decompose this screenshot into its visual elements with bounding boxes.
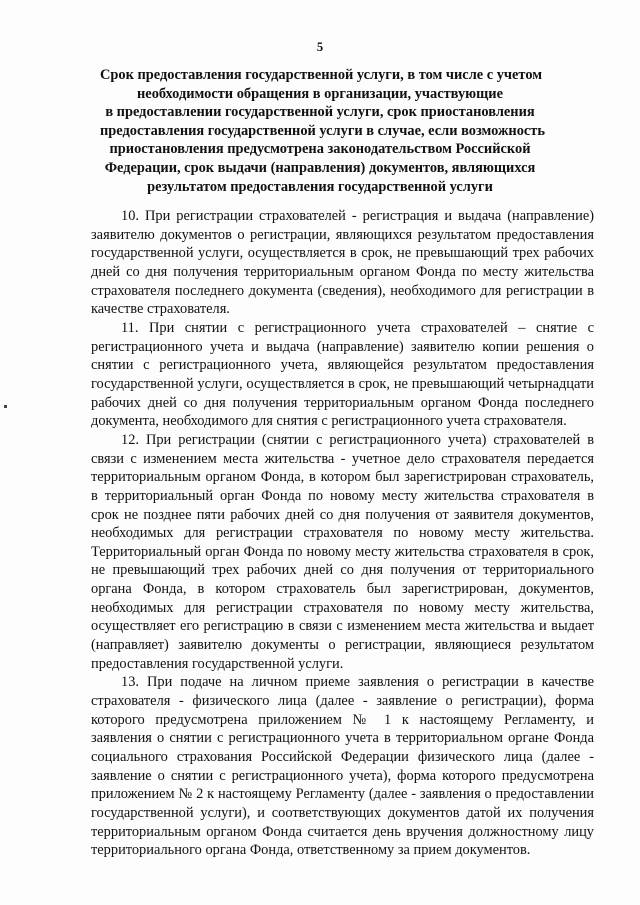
heading-line: приостановления предусмотрена законодательством Российской <box>109 141 531 158</box>
paragraph-11: 11. При снятии с регистрационного учета страхователей – снятие с регистрационного учета и выдача (направление) заявителю копии решения о снятии с регистрационного учета, являющейся результатом предоставления государственной услуги, осуществляется в срок, не превышающий четырнадцати рабочих дней со дня получения территориальным органом Фонда последнего документа, необходимого для снятия с регистрационного учета страхователя. <box>91 319 594 430</box>
heading-line: в предоставлении государственной услуги, срок приостановления <box>105 104 535 121</box>
heading-line: предоставления государственной услуги в случае, если возможность <box>100 122 545 139</box>
paragraph-13: 13. При подаче на личном приеме заявления о регистрации в качестве страхователя - физического лица (далее - заявление о регистрации), форма которого предусмотрена приложением № 1 к настоящему Регламенту, и заявления о снятии с регистрационного учета в территориальном органе Фонда социального страхования Российской Федерации физического лица (далее - заявление о снятии с регистрационного учета), форма которого предусмотрена приложением № 2 к настоящему Регламенту (далее - заявления о предоставлении государственной услуги), и соответствующих документов датой их получения территориальным органом Фонда считается день вручения должностному лицу территориального органа Фонда, ответственному за прием документов. <box>91 674 594 859</box>
heading-line: необходимости обращения в организации, участвующие <box>137 85 503 102</box>
heading-line: результатом предоставления государственной услуги <box>147 178 493 195</box>
paragraph-12: 12. При регистрации (снятии с регистрационного учета) страхователей в связи с изменением места жительства - учетное дело страхователя передается территориальным органом Фонда, в котором был зарегистрирован страхователь, в территориальный орган Фонда по новому месту жительства страхователя в срок не позднее пяти рабочих дней со дня получения от заявителя документов, необходимых для регистрации страхователя по новому месту жительства. Территориальный орган Фонда по новому месту жительства страхователя в срок, не превышающий трех рабочих дней со дня получения от территориального органа Фонда, в котором страхователь был зарегистрирован, документов, необходимых для регистрации страхователя по новому месту жительства, осуществляет его регистрацию в связи с изменением места жительства и выдает (направляет) заявителю документы о регистрации, являющиеся результатом предоставления государственной услуги. <box>91 431 594 672</box>
document-body <box>91 207 594 860</box>
heading-line: Федерации, срок выдачи (направления) документов, являющихся <box>104 159 536 176</box>
scan-speck <box>4 405 7 408</box>
paragraph-10: 10. При регистрации страхователей - регистрация и выдача (направление) заявителю документов о регистрации, являющихся результатом предоставления государственной услуги, осуществляется в срок, не превышающий трех рабочих дней со дня получения территориальным органом Фонда по месту жительства страхователя последнего документа (сведения), необходимого для регистрации в качестве страхователя. <box>91 208 594 318</box>
heading-line: Срок предоставления государственной услуги, в том числе с учетом <box>100 67 543 83</box>
section-heading <box>100 66 545 196</box>
page-number: 5 <box>316 40 324 54</box>
